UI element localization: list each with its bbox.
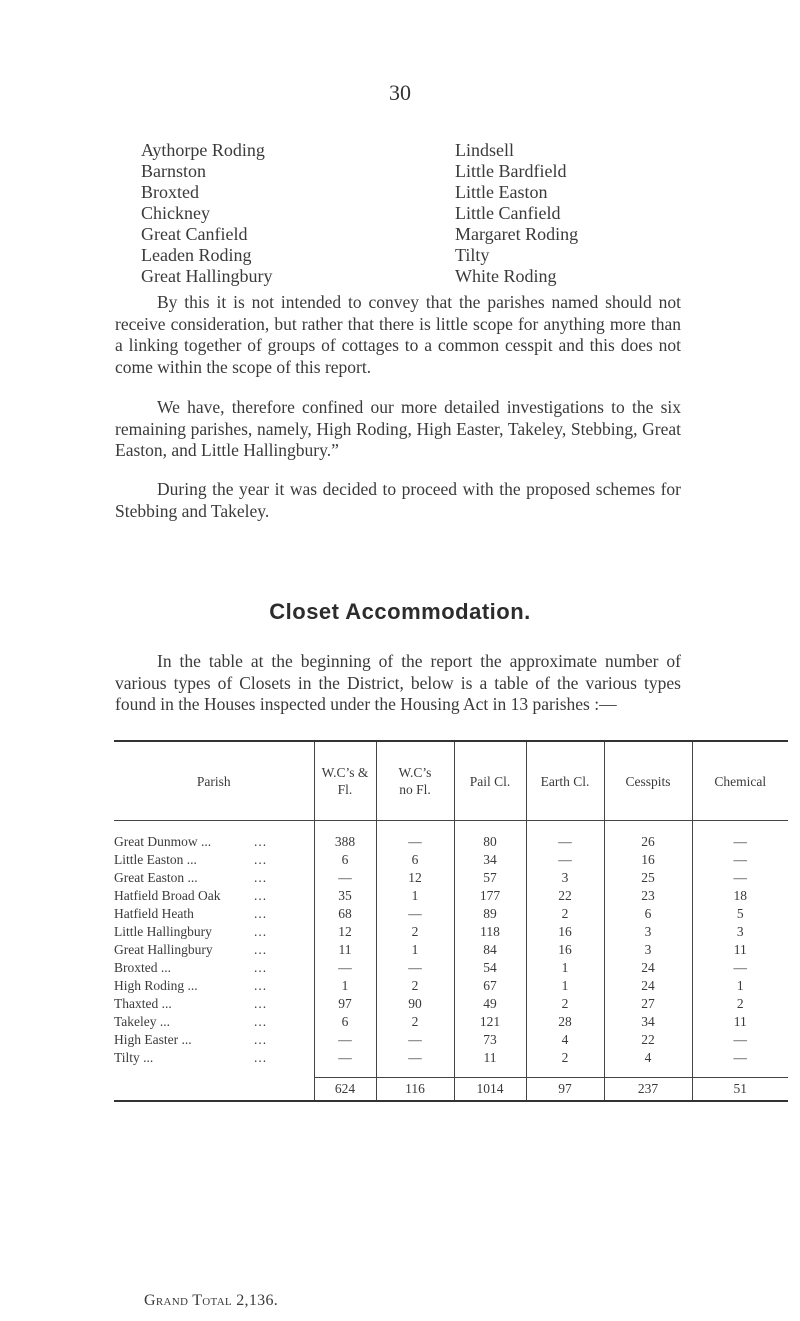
value-cell: —	[314, 1049, 376, 1078]
parish-label: Great Hallingbury	[114, 942, 213, 957]
value-cell: —	[376, 821, 454, 852]
parish-name: Broxted	[141, 182, 199, 202]
parish-label: Broxted ...	[114, 960, 171, 975]
value-cell: 26	[604, 821, 692, 852]
value-cell: —	[692, 851, 788, 869]
value-cell: 23	[604, 887, 692, 905]
total-cell: 237	[604, 1078, 692, 1102]
table-row	[114, 923, 788, 941]
value-cell: —	[692, 959, 788, 977]
table-row	[114, 887, 788, 905]
value-cell: 16	[526, 923, 604, 941]
parish-cell	[114, 905, 314, 923]
closet-table	[114, 740, 788, 1102]
value-cell: 2	[526, 995, 604, 1013]
value-cell: 11	[314, 941, 376, 959]
value-cell: 11	[454, 1049, 526, 1078]
value-cell: 54	[454, 959, 526, 977]
value-cell: 24	[604, 959, 692, 977]
paragraph-schemes: During the year it was decided to proceed with the proposed schemes for Stebbing and Takeley.	[115, 479, 681, 521]
leader-dots: ...	[254, 834, 268, 849]
totals-label	[114, 1078, 314, 1102]
value-cell: 1	[376, 887, 454, 905]
parish-cell	[114, 821, 314, 852]
parish-label: Little Easton ...	[114, 852, 197, 867]
value-cell: 1	[376, 941, 454, 959]
parish-label: Great Easton ...	[114, 870, 198, 885]
value-cell: 97	[314, 995, 376, 1013]
table-row	[114, 905, 788, 923]
paragraph-intent: By this it is not intended to convey that the parishes named should not receive consideration, but rather that there is little scope for anything more than a linking together of groups of cottages to a common cesspit and this does not come within the scope of this report.	[115, 292, 681, 377]
value-cell: 2	[692, 995, 788, 1013]
parish-label: High Roding ...	[114, 978, 198, 993]
parish-name: Chickney	[141, 203, 210, 223]
value-cell: 4	[604, 1049, 692, 1078]
value-cell: —	[692, 1031, 788, 1049]
header-wc-no-fl: W.C’s no Fl.	[376, 741, 454, 821]
parish-cell	[114, 887, 314, 905]
value-cell: 67	[454, 977, 526, 995]
table-row	[114, 941, 788, 959]
parish-label: Little Hallingbury	[114, 924, 212, 939]
value-cell: 27	[604, 995, 692, 1013]
value-cell: 28	[526, 1013, 604, 1031]
table-header-row	[114, 741, 788, 821]
paragraph-investigations: We have, therefore confined our more detailed investigations to the six remaining parishes, namely, High Roding, High Easter, Takeley, Stebbing, Great Easton, and Little Hallingbury.”	[115, 397, 681, 460]
value-cell: 6	[314, 851, 376, 869]
value-cell: —	[692, 821, 788, 852]
value-cell: 11	[692, 1013, 788, 1031]
parish-name: Great Hallingbury	[141, 266, 273, 286]
parish-name: White Roding	[455, 266, 557, 286]
value-cell: 121	[454, 1013, 526, 1031]
value-cell: 90	[376, 995, 454, 1013]
value-cell: 22	[604, 1031, 692, 1049]
parish-cell	[114, 941, 314, 959]
table-row	[114, 977, 788, 995]
parish-name: Little Bardfield	[455, 161, 567, 181]
value-cell: —	[314, 959, 376, 977]
value-cell: 6	[376, 851, 454, 869]
value-cell: 80	[454, 821, 526, 852]
value-cell: 3	[604, 941, 692, 959]
parish-name: Great Canfield	[141, 224, 248, 244]
value-cell: —	[526, 821, 604, 852]
parish-cell	[114, 959, 314, 977]
value-cell: 57	[454, 869, 526, 887]
table-row	[114, 821, 788, 852]
parish-label: Thaxted ...	[114, 996, 172, 1011]
value-cell: 89	[454, 905, 526, 923]
parish-name: Barnston	[141, 161, 206, 181]
parish-name: Little Canfield	[455, 203, 561, 223]
parish-cell	[114, 977, 314, 995]
value-cell: —	[526, 851, 604, 869]
leader-dots: ...	[254, 978, 268, 993]
paragraph-table-intro: In the table at the beginning of the report the approximate number of various types of Closets in the District, below is a table of the various types found in the Houses inspected under the Housing Act in 13 parishes :—	[115, 651, 681, 714]
parish-name: Tilty	[455, 245, 490, 265]
leader-dots: ...	[254, 870, 268, 885]
header-chemical: Chemical	[692, 741, 788, 821]
parish-label: Hatfield Broad Oak	[114, 888, 221, 903]
value-cell: 84	[454, 941, 526, 959]
value-cell: —	[692, 1049, 788, 1078]
value-cell: —	[376, 959, 454, 977]
leader-dots: ...	[254, 906, 268, 921]
parish-label: Takeley ...	[114, 1014, 171, 1029]
value-cell: 1	[526, 959, 604, 977]
parish-label: Hatfield Heath	[114, 906, 194, 921]
value-cell: —	[692, 869, 788, 887]
value-cell: 1	[526, 977, 604, 995]
value-cell: 2	[376, 977, 454, 995]
value-cell: 2	[376, 1013, 454, 1031]
section-heading: Closet Accommodation.	[269, 599, 531, 624]
table-row	[114, 1031, 788, 1049]
leader-dots: ...	[254, 1032, 268, 1047]
parish-cell	[114, 851, 314, 869]
value-cell: 6	[604, 905, 692, 923]
leader-dots: ...	[254, 942, 268, 957]
parish-cell	[114, 869, 314, 887]
total-cell: 624	[314, 1078, 376, 1102]
page-number: 30	[389, 80, 411, 105]
leader-dots: ...	[254, 888, 268, 903]
parish-cell	[114, 995, 314, 1013]
parish-name: Leaden Roding	[141, 245, 252, 265]
parish-cell	[114, 1031, 314, 1049]
parish-label: Great Dunmow ...	[114, 834, 212, 849]
header-cesspits: Cesspits	[604, 741, 692, 821]
grand-total: Grand Total 2,136.	[144, 1292, 279, 1309]
value-cell: 6	[314, 1013, 376, 1031]
parish-name: Margaret Roding	[455, 224, 579, 244]
value-cell: 3	[604, 923, 692, 941]
leader-dots: ...	[254, 924, 268, 939]
value-cell: 177	[454, 887, 526, 905]
value-cell: —	[376, 1031, 454, 1049]
value-cell: 2	[526, 905, 604, 923]
value-cell: 24	[604, 977, 692, 995]
value-cell: 2	[376, 923, 454, 941]
value-cell: 12	[314, 923, 376, 941]
value-cell: —	[376, 1049, 454, 1078]
value-cell: 25	[604, 869, 692, 887]
value-cell: 3	[692, 923, 788, 941]
parish-label: High Easter ...	[114, 1032, 192, 1047]
table-row	[114, 995, 788, 1013]
value-cell: 35	[314, 887, 376, 905]
table-row	[114, 1049, 788, 1078]
parish-list-right	[455, 140, 578, 287]
value-cell: 34	[604, 1013, 692, 1031]
leader-dots: ...	[254, 852, 268, 867]
parish-cell	[114, 1049, 314, 1078]
parish-name: Aythorpe Roding	[141, 140, 265, 160]
total-cell: 97	[526, 1078, 604, 1102]
parish-label: Tilty ...	[114, 1050, 154, 1066]
value-cell: —	[314, 869, 376, 887]
value-cell: 12	[376, 869, 454, 887]
leader-dots: ...	[254, 1050, 268, 1066]
header-parish: Parish	[114, 741, 314, 821]
leader-dots: ...	[254, 960, 268, 975]
parish-name: Lindsell	[455, 140, 514, 160]
leader-dots: ...	[254, 1014, 268, 1029]
value-cell: 16	[526, 941, 604, 959]
value-cell: 388	[314, 821, 376, 852]
value-cell: 118	[454, 923, 526, 941]
value-cell: 2	[526, 1049, 604, 1078]
value-cell: 11	[692, 941, 788, 959]
value-cell: 49	[454, 995, 526, 1013]
value-cell: 1	[692, 977, 788, 995]
table-row	[114, 959, 788, 977]
parish-list-left	[141, 140, 272, 287]
value-cell: —	[314, 1031, 376, 1049]
value-cell: —	[376, 905, 454, 923]
value-cell: 3	[526, 869, 604, 887]
value-cell: 4	[526, 1031, 604, 1049]
table-row	[114, 851, 788, 869]
leader-dots: ...	[254, 996, 268, 1011]
value-cell: 68	[314, 905, 376, 923]
parish-cell	[114, 923, 314, 941]
header-pail: Pail Cl.	[454, 741, 526, 821]
parish-name: Little Easton	[455, 182, 548, 202]
total-cell: 1014	[454, 1078, 526, 1102]
total-cell: 51	[692, 1078, 788, 1102]
value-cell: 34	[454, 851, 526, 869]
total-cell: 116	[376, 1078, 454, 1102]
header-earth: Earth Cl.	[526, 741, 604, 821]
totals-row	[114, 1078, 788, 1102]
table-row	[114, 869, 788, 887]
table-row	[114, 1013, 788, 1031]
value-cell: 16	[604, 851, 692, 869]
value-cell: 22	[526, 887, 604, 905]
value-cell: 18	[692, 887, 788, 905]
header-wc-fl: W.C’s & Fl.	[314, 741, 376, 821]
value-cell: 73	[454, 1031, 526, 1049]
parish-cell	[114, 1013, 314, 1031]
value-cell: 1	[314, 977, 376, 995]
value-cell: 5	[692, 905, 788, 923]
